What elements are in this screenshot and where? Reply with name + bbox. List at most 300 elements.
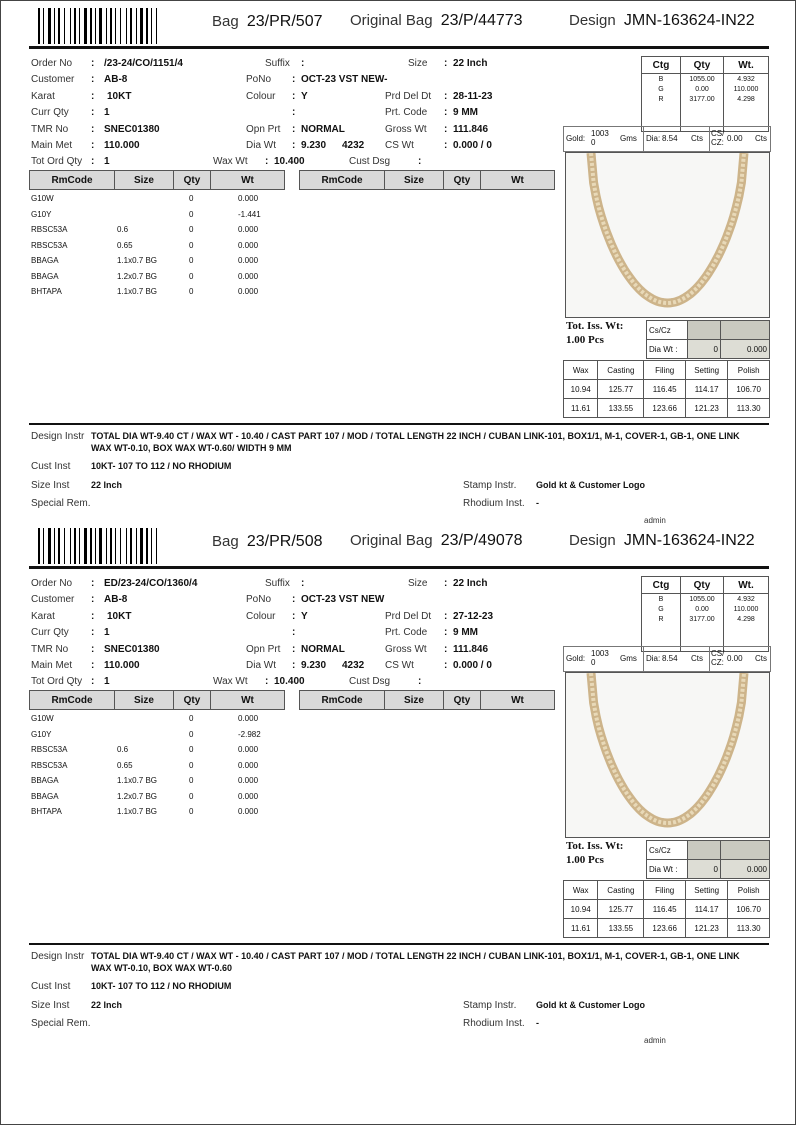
user-name: admin: [644, 516, 666, 525]
cs-value: 0.00: [727, 654, 743, 663]
polish-val-1: 106.70: [728, 380, 770, 399]
rm-code-cell: G10Y: [31, 209, 52, 219]
prt-code-label: Prt. Code: [385, 107, 428, 118]
dia-wt-value: 9.230: [301, 660, 327, 671]
bag-number: 23/PR/507: [246, 13, 323, 30]
rm-header-rmcode: RmCode: [30, 171, 115, 190]
dia-wt-label: Dia Wt: [246, 140, 276, 151]
dia-wt-box-qty: 0: [688, 340, 721, 359]
barcode-bar: [48, 8, 51, 44]
barcode-bar: [95, 528, 96, 564]
order-no-value: ED/23-24/CO/1360/4: [104, 578, 198, 589]
barcode-bar: [64, 8, 65, 44]
tot-ord-qty-value: 1: [104, 676, 110, 687]
barcode-bar: [99, 8, 102, 44]
rhodium-inst-value: -: [536, 498, 539, 508]
dia-label: Dia:: [646, 134, 661, 143]
gold-label: Gold:: [566, 654, 586, 663]
qty-b: 1055.00: [689, 76, 715, 83]
rm-size-cell: 0.65: [117, 760, 133, 770]
barcode-bar: [151, 528, 152, 564]
karat-value: 10KT: [107, 91, 132, 102]
ctg-qtys: [681, 594, 724, 652]
barcode-bar: [79, 528, 80, 564]
blank-colon: :: [292, 107, 296, 118]
rm-header-size: Size: [115, 171, 174, 190]
customer-label: Customer: [31, 594, 75, 605]
karat-colon: :: [91, 611, 95, 622]
pono-label: PoNo: [246, 74, 272, 85]
size-label: Size: [408, 58, 428, 69]
header-rule: [29, 566, 769, 569]
rm-size-cell: 1.2x0.7 BG: [117, 271, 158, 281]
design-instr-label: Design Instr: [31, 431, 85, 442]
rm-header-rmcode: RmCode: [30, 691, 115, 710]
rm-qty-cell: 0: [189, 194, 194, 203]
barcode: [38, 8, 201, 44]
colour-label: Colour: [246, 611, 276, 622]
pono-colon: :: [292, 74, 296, 85]
qty-g: 0.00: [695, 86, 709, 93]
barcode: [38, 528, 201, 564]
casting-val-2: 133.55: [598, 919, 644, 938]
bag-number: 23/PR/508: [246, 533, 323, 550]
gold-dia-strip: [563, 126, 771, 152]
rm-table-right: [299, 170, 555, 190]
wax-wt-label: Wax Wt: [213, 676, 248, 687]
rm-code-cell: RBSC53A: [31, 225, 68, 234]
prd-del-dt-value: 28-11-23: [453, 91, 493, 102]
curr-qty-value: 1: [104, 107, 110, 118]
stamp-instr-value: Gold kt & Customer Logo: [536, 480, 645, 490]
ctg-header: Ctg: [642, 577, 681, 594]
rm-wt-cell: 0.000: [238, 745, 259, 754]
ctg-codes: [642, 594, 681, 652]
original-bag-number: 23/P/49078: [440, 532, 523, 549]
barcode-bar: [146, 528, 148, 564]
user-name: admin: [644, 1036, 666, 1045]
prd-del-dt-colon: :: [444, 611, 448, 622]
header-rule: [29, 46, 769, 49]
size-inst-label: Size Inst: [31, 1000, 70, 1011]
barcode-bar: [151, 8, 152, 44]
ctg-r: R: [658, 96, 664, 103]
gold-unit: Gms: [620, 134, 637, 143]
cs-cz-qty: [688, 321, 721, 340]
rm-wt-cell: 0.000: [238, 240, 259, 250]
product-image: [565, 672, 770, 838]
order-no-colon: :: [91, 578, 95, 589]
rm-qty-cell: 0: [189, 760, 194, 770]
divider: [709, 127, 710, 151]
suffix-value: :: [301, 578, 305, 589]
original-bag-header: [350, 532, 523, 550]
ctg-wts: [724, 594, 769, 652]
cust-dsg-colon: :: [418, 156, 422, 167]
pono-value: OCT-23 VST NEW-: [301, 74, 388, 85]
main-met-colon: :: [91, 140, 95, 151]
design-instr-value: TOTAL DIA WT-9.40 CT / WAX WT - 10.40 / CAST PART 107 / MOD / TOTAL LENGTH 22 INCH / CUBAN LINK-101, BOX1/1, M-1, COVER-1, GB-1, ONE LINK: [91, 431, 740, 441]
cs-unit: Cts: [755, 654, 767, 663]
dia-pcs-value: 4232: [342, 140, 365, 151]
original-bag-number: 23/P/44773: [440, 12, 523, 29]
barcode-bar: [84, 528, 87, 564]
ctg-codes: [642, 74, 681, 132]
bag-header: [212, 13, 322, 31]
main-met-label: Main Met: [31, 140, 73, 151]
dia-label: Dia:: [646, 654, 661, 663]
category-table: [641, 56, 769, 132]
job-ticket-2: [0, 520, 796, 1045]
prt-code-label: Prt. Code: [385, 627, 428, 638]
tot-iss-pcs: 1.00 Pcs: [566, 854, 604, 866]
dia-value: 8.54: [662, 134, 678, 143]
category-table: [641, 576, 769, 652]
opn-prt-colon: :: [292, 124, 296, 135]
divider: [643, 647, 644, 671]
rm-wt-cell: 0.000: [238, 287, 259, 296]
dia-wt-value: 9.230: [301, 140, 327, 151]
barcode-bar: [43, 8, 44, 44]
barcode-bar: [126, 8, 127, 44]
instr-rule: [29, 943, 769, 945]
divider: [643, 127, 644, 151]
barcode-bar: [136, 8, 137, 44]
cs-wt-colon: :: [444, 140, 448, 151]
stamp-instr-label: Stamp Instr.: [463, 480, 517, 491]
barcode-bar: [156, 8, 157, 44]
barcode-bar: [115, 528, 116, 564]
qty-g: 0.00: [695, 606, 709, 613]
dia-wt-colon: :: [292, 660, 296, 671]
barcode-bar: [130, 8, 132, 44]
barcode-bar: [106, 8, 107, 44]
gross-wt-label: Gross Wt: [385, 644, 427, 655]
wax-val-1: 10.94: [564, 900, 598, 919]
barcode-bar: [136, 528, 137, 564]
stamp-instr-label: Stamp Instr.: [463, 1000, 517, 1011]
size-inst-value: 22 Inch: [91, 1000, 123, 1010]
ctg-qty-header: Qty: [681, 577, 724, 594]
tmr-no-value: SNEC01380: [104, 644, 160, 655]
product-image: [565, 152, 770, 318]
dia-value: 8.54: [662, 654, 678, 663]
barcode-bar: [54, 8, 55, 44]
size-value: 22 Inch: [453, 578, 488, 589]
wax-wt-value: 10.400: [274, 156, 305, 167]
barcode-bar: [38, 8, 40, 44]
filing-val-2: 123.66: [644, 919, 686, 938]
tmr-no-label: TMR No: [31, 124, 69, 135]
rm-wt-cell: 0.000: [238, 776, 259, 785]
barcode-bar: [79, 8, 80, 44]
wax-wt-colon: :: [265, 156, 269, 167]
tot-iss-pcs: 1.00 Pcs: [566, 334, 604, 346]
cust-inst-value: 10KT- 107 TO 112 / NO RHODIUM: [91, 461, 232, 471]
barcode-bar: [48, 528, 51, 564]
rm-header-qty: Qty: [444, 691, 481, 710]
size-inst-value: 22 Inch: [91, 480, 123, 490]
customer-value: AB-8: [104, 74, 128, 85]
size-label: Size: [408, 578, 428, 589]
dia-wt-box-val: 0.000: [721, 860, 770, 879]
wax-header: Wax: [564, 361, 598, 380]
cs-cz-wt: [721, 841, 770, 860]
barcode-bar: [54, 528, 55, 564]
rm-qty-cell: 0: [189, 729, 194, 739]
instr-rule: [29, 423, 769, 425]
rm-header-qty: Qty: [174, 691, 211, 710]
customer-colon: :: [91, 74, 95, 85]
casting-header: Casting: [598, 881, 644, 900]
rm-qty-cell: 0: [189, 271, 194, 281]
dia-wt-colon: :: [292, 140, 296, 151]
barcode-bar: [146, 8, 148, 44]
cs-cz-wt: [721, 321, 770, 340]
process-table: [563, 360, 770, 418]
prd-del-dt-label: Prd Del Dt: [385, 91, 432, 102]
rm-size-cell: 1.1x0.7 BG: [117, 287, 158, 296]
colour-colon: :: [292, 91, 296, 102]
rm-code-cell: RBSC53A: [31, 240, 68, 250]
gross-wt-label: Gross Wt: [385, 124, 427, 135]
cust-dsg-label: Cust Dsg: [349, 676, 391, 687]
ctg-qty-header: Qty: [681, 57, 724, 74]
rm-code-cell: RBSC53A: [31, 745, 68, 754]
gross-wt-value: 111.846: [453, 644, 489, 655]
qty-r: 3177.00: [689, 616, 715, 623]
karat-label: Karat: [31, 91, 55, 102]
chain-body: [591, 673, 744, 823]
dia-wt-label: Dia Wt: [246, 660, 276, 671]
bag-label: Bag: [212, 533, 239, 550]
gold-value: 1003 0: [591, 649, 609, 667]
chain-links: [591, 153, 744, 303]
cs-dia-box: [646, 840, 770, 879]
barcode-bar: [43, 528, 44, 564]
cs-cz-qty: [688, 841, 721, 860]
main-met-value: 110.000: [104, 660, 140, 671]
wt-b: 4.932: [737, 596, 755, 603]
size-colon: :: [444, 58, 448, 69]
qty-r: 3177.00: [689, 96, 715, 103]
polish-val-1: 106.70: [728, 900, 770, 919]
polish-header: Polish: [728, 361, 770, 380]
karat-colon: :: [91, 91, 95, 102]
rhodium-inst-value: -: [536, 1018, 539, 1028]
main-met-label: Main Met: [31, 660, 73, 671]
prt-code-colon: :: [444, 107, 448, 118]
curr-qty-value: 1: [104, 627, 110, 638]
karat-value: 10KT: [107, 611, 132, 622]
tot-ord-qty-colon: :: [91, 156, 95, 167]
dia-wt-box-qty: 0: [688, 860, 721, 879]
setting-val-2: 121.23: [685, 399, 727, 418]
bag-label: Bag: [212, 13, 239, 30]
design-instr-value: TOTAL DIA WT-9.40 CT / WAX WT - 10.40 / CAST PART 107 / MOD / TOTAL LENGTH 22 INCH / CUBAN LINK-101, BOX1/1, M-1, COVER-1, GB-1, ONE LINK: [91, 951, 740, 961]
bag-header: [212, 533, 322, 551]
rm-wt-cell: -2.982: [238, 729, 261, 739]
cust-inst-label: Cust Inst: [31, 981, 71, 992]
opn-prt-colon: :: [292, 644, 296, 655]
rm-qty-cell: 0: [189, 791, 194, 801]
ctg-g: G: [658, 86, 664, 93]
filing-val-1: 116.45: [644, 380, 686, 399]
barcode-bar: [70, 8, 71, 44]
design-header: [569, 12, 755, 30]
blank-colon: :: [292, 627, 296, 638]
rm-qty-cell: 0: [189, 287, 194, 296]
chain-necklace-icon: [566, 153, 769, 317]
gold-label: Gold:: [566, 134, 586, 143]
colour-colon: :: [292, 611, 296, 622]
prt-code-value: 9 MM: [453, 107, 478, 118]
gold-unit: Gms: [620, 654, 637, 663]
process-table: [563, 880, 770, 938]
rm-size-cell: 1.2x0.7 BG: [117, 791, 158, 801]
rm-wt-cell: 0.000: [238, 807, 259, 816]
rm-header-qty: Qty: [444, 171, 481, 190]
prt-code-colon: :: [444, 627, 448, 638]
rm-size-cell: 1.1x0.7 BG: [117, 807, 158, 816]
casting-val-1: 125.77: [598, 900, 644, 919]
rm-wt-cell: 0.000: [238, 256, 259, 265]
barcode-bar: [84, 8, 87, 44]
special-rem-label: Special Rem.: [31, 498, 91, 509]
rm-header-rmcode: RmCode: [300, 691, 385, 710]
barcode-bar: [156, 528, 157, 564]
barcode-bar: [58, 528, 60, 564]
chain-body: [591, 153, 744, 303]
casting-val-2: 133.55: [598, 399, 644, 418]
rm-wt-cell: 0.000: [238, 225, 259, 234]
cs-wt-value: 0.000 / 0: [453, 660, 492, 671]
rm-wt-cell: 0.000: [238, 791, 259, 801]
rm-qty-cell: 0: [189, 714, 194, 723]
barcode-bar: [38, 528, 40, 564]
rm-size-cell: 1.1x0.7 BG: [117, 776, 158, 785]
prd-del-dt-value: 27-12-23: [453, 611, 494, 622]
barcode-bar: [110, 528, 112, 564]
cs-wt-colon: :: [444, 660, 448, 671]
setting-header: Setting: [685, 881, 727, 900]
suffix-label: Suffix: [265, 58, 290, 69]
rm-table-left: [29, 690, 285, 710]
rm-header-wt: Wt: [481, 171, 555, 190]
cs-value: 0.00: [727, 134, 743, 143]
design-code: JMN-163624-IN22: [623, 532, 755, 549]
pono-value: OCT-23 VST NEW: [301, 594, 385, 605]
cust-dsg-colon: :: [418, 676, 422, 687]
tot-iss-wt-label: Tot. Iss. Wt:: [566, 320, 624, 332]
rm-qty-cell: 0: [189, 776, 194, 785]
cust-inst-label: Cust Inst: [31, 461, 71, 472]
ctg-wt-header: Wt.: [724, 577, 769, 594]
wt-r: 4.298: [737, 96, 755, 103]
rm-wt-cell: 0.000: [238, 714, 259, 723]
main-met-value: 110.000: [104, 140, 140, 151]
filing-header: Filing: [644, 881, 686, 900]
gold-value: 1003 0: [591, 129, 609, 147]
divider: [709, 647, 710, 671]
dia-pcs-value: 4232: [342, 660, 365, 671]
rm-code-cell: RBSC53A: [31, 760, 68, 770]
ctg-header: Ctg: [642, 57, 681, 74]
cs-wt-label: CS Wt: [385, 660, 414, 671]
customer-value: AB-8: [104, 594, 128, 605]
casting-val-1: 125.77: [598, 380, 644, 399]
barcode-bar: [115, 8, 116, 44]
polish-val-2: 113.30: [728, 399, 770, 418]
colour-value: Y: [301, 91, 308, 102]
design-header: [569, 532, 755, 550]
rm-header-rmcode: RmCode: [300, 171, 385, 190]
special-rem-label: Special Rem.: [31, 1018, 91, 1029]
rm-qty-cell: 0: [189, 807, 194, 816]
rm-header-qty: Qty: [174, 171, 211, 190]
cs-unit: Cts: [755, 134, 767, 143]
rm-qty-cell: 0: [189, 256, 194, 265]
tot-iss-wt-label: Tot. Iss. Wt:: [566, 840, 624, 852]
main-met-colon: :: [91, 660, 95, 671]
wax-val-2: 11.61: [564, 399, 598, 418]
rm-qty-cell: 0: [189, 225, 194, 234]
barcode-bar: [106, 528, 107, 564]
barcode-bar: [120, 528, 121, 564]
ctg-r: R: [658, 616, 664, 623]
ctg-wt-header: Wt.: [724, 57, 769, 74]
rm-qty-cell: 0: [189, 745, 194, 754]
barcode-bar: [140, 8, 143, 44]
ctg-g: G: [658, 606, 664, 613]
cs-label: CS/ CZ:: [711, 129, 725, 147]
setting-val-1: 114.17: [685, 380, 727, 399]
filing-val-2: 123.66: [644, 399, 686, 418]
gross-wt-value: 111.846: [453, 124, 489, 135]
dia-wt-box-val: 0.000: [721, 340, 770, 359]
ctg-wts: [724, 74, 769, 132]
gross-wt-colon: :: [444, 124, 448, 135]
rm-code-cell: BBAGA: [31, 271, 59, 281]
rm-header-size: Size: [115, 691, 174, 710]
wt-g: 110.000: [733, 606, 759, 613]
barcode-bar: [120, 8, 121, 44]
tot-ord-qty-colon: :: [91, 676, 95, 687]
polish-header: Polish: [728, 881, 770, 900]
design-code: JMN-163624-IN22: [623, 12, 755, 29]
chain-links: [591, 673, 744, 823]
cust-dsg-label: Cust Dsg: [349, 156, 391, 167]
tmr-no-colon: :: [91, 124, 95, 135]
rm-code-cell: BHTAPA: [31, 807, 62, 816]
size-inst-label: Size Inst: [31, 480, 70, 491]
barcode-bar: [90, 528, 92, 564]
chain-necklace-icon: [566, 673, 769, 837]
colour-label: Colour: [246, 91, 276, 102]
size-value: 22 Inch: [453, 58, 488, 69]
ctg-qtys: [681, 74, 724, 132]
pono-colon: :: [292, 594, 296, 605]
tmr-no-label: TMR No: [31, 644, 69, 655]
ctg-b: B: [658, 596, 664, 603]
rm-qty-cell: 0: [189, 209, 194, 219]
casting-header: Casting: [598, 361, 644, 380]
rm-wt-cell: 0.000: [238, 760, 259, 770]
colour-value: Y: [301, 611, 308, 622]
rm-code-cell: BHTAPA: [31, 287, 62, 296]
dia-wt-box-label: Dia Wt :: [647, 340, 688, 359]
rm-wt-cell: -1.441: [238, 209, 261, 219]
